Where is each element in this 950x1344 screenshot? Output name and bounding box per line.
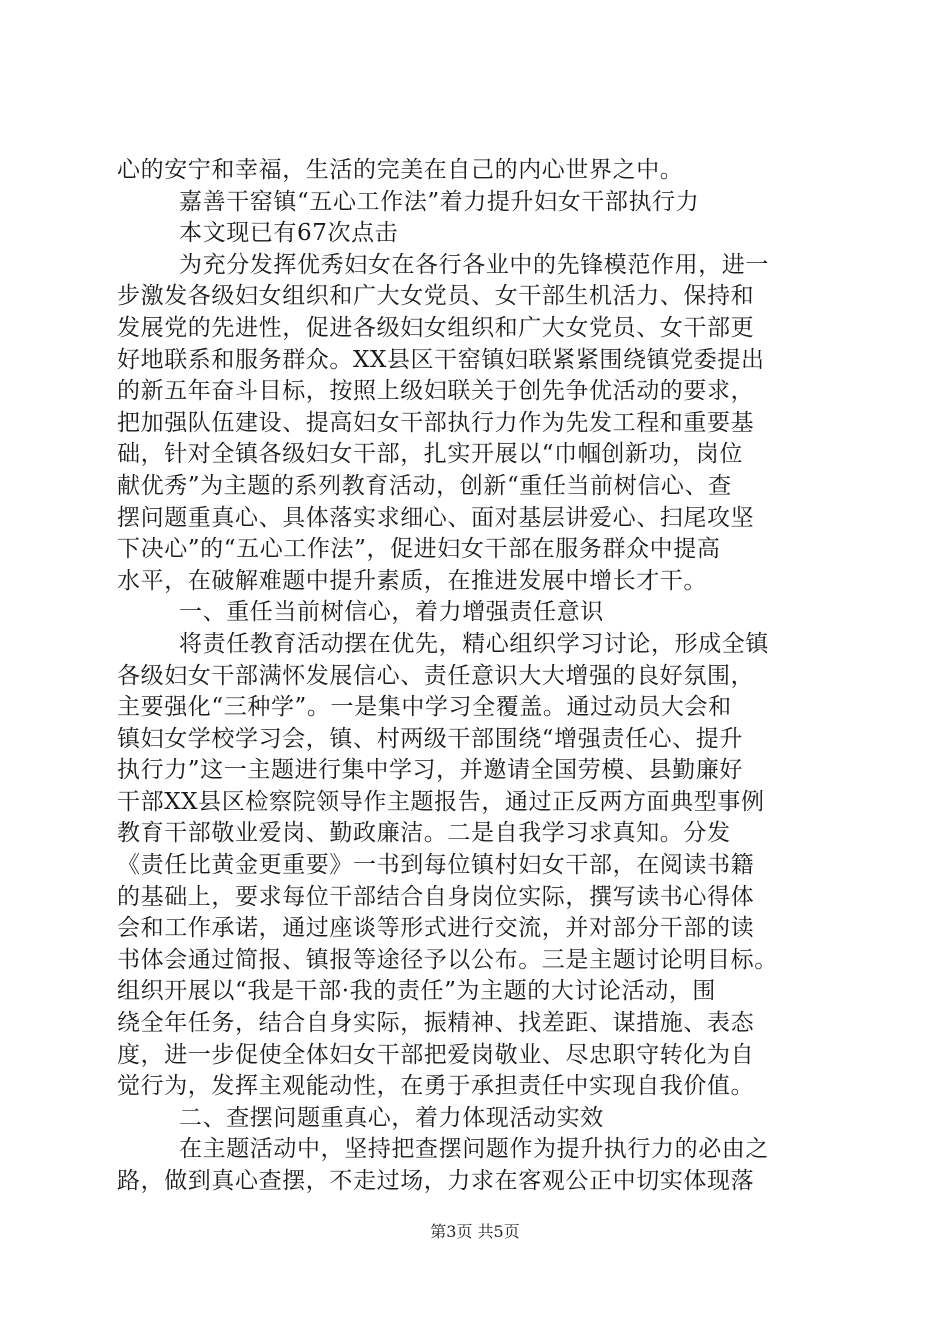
text-line: 在主题活动中，坚持把查摆问题作为提升执行力的必由之 [179, 1136, 769, 1163]
text-line: 的基础上，要求每位干部结合自身岗位实际，撰写读书心得体 [117, 883, 755, 910]
text-line: 步激发各级妇女组织和广大女党员、女干部生机活力、保持和 [117, 283, 755, 310]
text-line: 将责任教育活动摆在优先，精心组织学习讨论，形成全镇 [179, 630, 769, 657]
text-line: 础，针对全镇各级妇女干部，扎实开展以“巾帼创新功，岗位 [117, 441, 743, 468]
text-line: 好地联系和服务群众。XX县区干窑镇妇联紧紧围绕镇党委提出 [117, 346, 765, 373]
text-line: 执行力”这一主题进行集中学习，并邀请全国劳模、县勤廉好 [117, 757, 743, 784]
text-line: 二、查摆问题重真心，着力体现活动实效 [179, 1104, 604, 1131]
text-line: 摆问题重真心、具体落实求细心、面对基层讲爱心、扫尾攻坚 [117, 504, 755, 531]
text-line: 干部XX县区检察院领导作主题报告，通过正反两方面典型事例 [117, 788, 765, 815]
text-line: 觉行为，发挥主观能动性，在勇于承担责任中实现自我价值。 [117, 1073, 755, 1100]
text-line: 本文现已有67次点击 [179, 220, 399, 247]
text-line: 主要强化“三种学”。一是集中学习全覆盖。通过动员大会和 [117, 694, 732, 721]
text-line: 各级妇女干部满怀发展信心、责任意识大大增强的良好氛围， [117, 662, 755, 689]
text-line: 书体会通过简报、镇报等途径予以公布。三是主题讨论明目标。 [117, 946, 778, 973]
text-line: 度，进一步促使全体妇女干部把爱岗敬业、尽忠职守转化为自 [117, 1041, 755, 1068]
text-line: 水平，在破解难题中提升素质，在推进发展中增长才干。 [117, 567, 707, 594]
text-line: 一、重任当前树信心，着力增强责任意识 [179, 599, 604, 626]
text-line: 下决心”的“五心工作法”，促进妇女干部在服务群众中提高 [117, 536, 721, 563]
text-line: 为充分发挥优秀妇女在各行各业中的先锋模范作用，进一 [179, 251, 769, 278]
text-line: 的新五年奋斗目标，按照上级妇联关于创先争优活动的要求， [117, 378, 755, 405]
text-line: 绕全年任务，结合自身实际，振精神、找差距、谋措施、表态 [117, 1010, 755, 1037]
text-line: 心的安宁和幸福，生活的完美在自己的内心世界之中。 [117, 157, 684, 183]
text-line: 把加强队伍建设、提高妇女干部执行力作为先发工程和重要基 [117, 409, 755, 436]
page-footer: 第3页 共5页 [430, 1222, 520, 1241]
document-body [117, 155, 835, 1198]
text-line: 发展党的先进性，促进各级妇女组织和广大女党员、女干部更 [117, 314, 755, 341]
text-line: 组织开展以“我是干部·我的责任”为主题的大讨论活动，围 [117, 978, 717, 1005]
text-line: 嘉善干窑镇“五心工作法”着力提升妇女干部执行力 [179, 188, 700, 215]
text-line: 镇妇女学校学习会，镇、村两级干部围绕“增强责任心、提升 [117, 725, 743, 752]
text-line: 会和工作承诺，通过座谈等形式进行交流，并对部分干部的读 [117, 915, 755, 942]
text-line: 路，做到真心查摆，不走过场，力求在客观公正中切实体现落 [117, 1168, 755, 1194]
text-line: 教育干部敬业爱岗、勤政廉洁。二是自我学习求真知。分发 [117, 820, 731, 847]
text-line: 献优秀”为主题的系列教育活动，创新“重任当前树信心、查 [117, 472, 732, 499]
text-line: 《责任比黄金更重要》一书到每位镇村妇女干部，在阅读书籍 [117, 852, 755, 879]
